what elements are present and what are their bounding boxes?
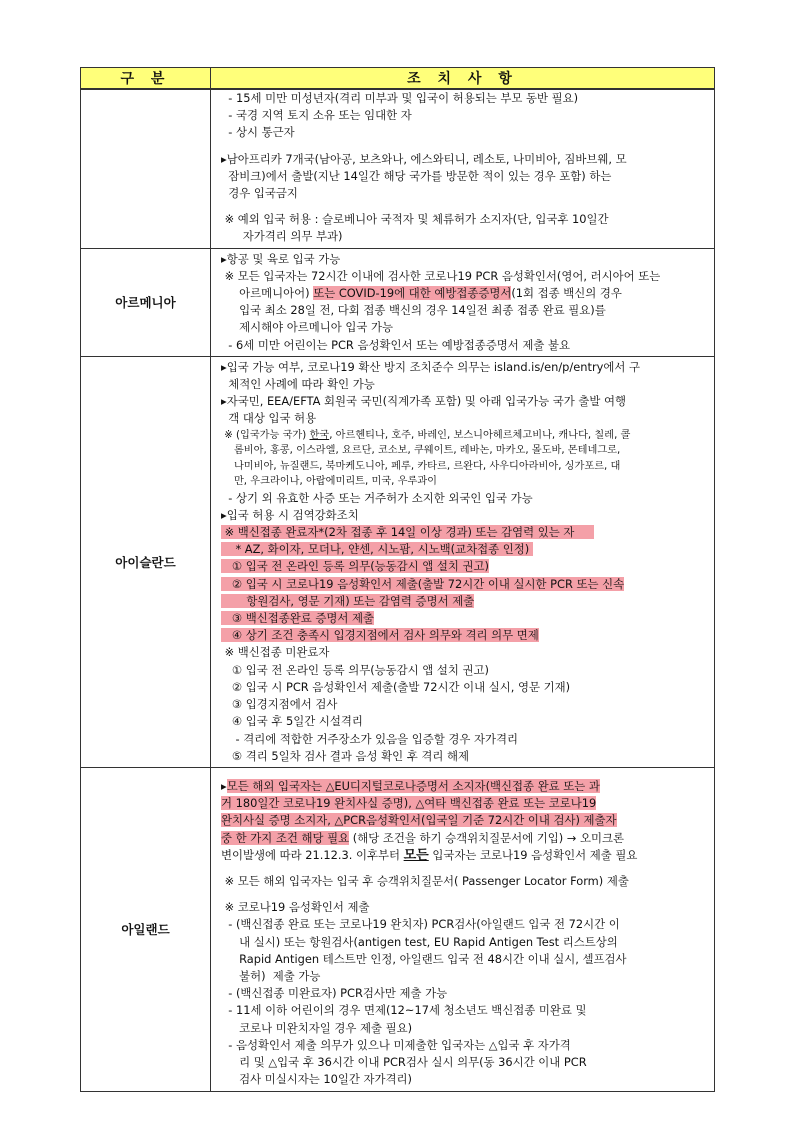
text-line: 롬비아, 홍콩, 이스라엘, 요르단, 코소보, 쿠웨이트, 레바논, 마카오, 몰도바, 몬테네그로, xyxy=(221,445,621,457)
row-label-ireland: 아일랜드 xyxy=(81,767,211,1091)
text-line: 객 대상 입국 허용 xyxy=(221,411,317,426)
highlight-text: ④ 상기 조건 충족시 입경지점에서 검사 의무와 격리 의무 면제 xyxy=(221,628,539,643)
text-line: ⑤ 격리 5일차 검사 결과 음성 확인 후 격리 해제 xyxy=(221,748,469,763)
text-line: - 6세 미만 어린이는 PCR 음성확인서 또는 예방접종증명서 제출 불요 xyxy=(221,337,571,352)
header-category: 구 분 xyxy=(81,68,211,90)
text-line: 검사 미실시자는 10일간 자가격리) xyxy=(221,1072,412,1087)
text-line: ▸자국민, EEA/EFTA 회원국 국민(직계가족 포함) 및 아래 입국가능 국가 출발 여행 xyxy=(221,394,626,409)
table-row-ireland xyxy=(81,767,715,1091)
measures-cell xyxy=(211,248,715,356)
text-line: - 상시 통근자 xyxy=(221,125,295,140)
text-line: ※ 코로나19 음성확인서 제출 xyxy=(221,900,370,915)
highlight-text: ① 입국 전 온라인 등록 의무(능동감시 앱 설치 권고) xyxy=(221,559,489,574)
text-line: - (백신접종 미완료자) PCR검사만 제출 가능 xyxy=(221,986,448,1001)
text-line: Rapid Antigen 테스트만 인정, 아일랜드 입국 전 48시간 이내 실시, 셀프검사 xyxy=(221,951,627,966)
text-line: 입국 최소 28일 전, 다회 접종 백신의 경우 14일전 최종 접종 완료 필요)를 xyxy=(221,303,606,318)
highlight-text: 또는 COVID-19에 대한 예방접종증명서 xyxy=(313,286,512,301)
text-line: ▸남아프리카 7개국(남아공, 보츠와나, 에스와티니, 레소토, 나미비아, 짐바브웨, 모 xyxy=(221,151,627,166)
text-line: - 격리에 적합한 거주장소가 있음을 입증할 경우 자가격리 xyxy=(221,731,519,746)
text-line: - 음성확인서 제출 의무가 있으나 미제출한 입국자는 △입국 후 자가격 xyxy=(221,1037,571,1052)
measures-cell: ▸모든 해외 입국자는 △EU디지털코로나증명서 소지자(백신접종 완료 또는 과 거 180일간 코로나19 완치사실 증명), △여타 백신접종 완료 또는 코로나19 완치사실 증명 소지자, △PCR음성확인서(입국일 기준 72시간 이내 검사) 제출자 중 한 가지 조건 해당 필요 (해당 조건을 하기 승객위치질문서에 기입) → 오미크론 변이발생에 따라 21.12.3. 이후부터 모든 입국자는 코로나19 음성확인서 제출 필요 ※ 모든 해외 입국자는 입국 후 승객위치질문서( Passenger Locator Form) 제출 ※ 코로나19 음성확인서 제출 - (백신접종 완료 또는 코로나19 완치자) PCR검사(아일랜드 입국 전 72시간 이 내 실시) 또는 항원검사(antigen test, EU Rapid Antigen Test 리스트상의 Rapid Antigen 테스트만 인정, 아일랜드 입국 전 48시간 이내 실시, 셀프검사 불허) 제출 가능 - (백신접종 미완료자) PCR검사만 제출 가능 - 11세 이하 어린이의 경우 면제(12~17세 청소년도 백신접종 미완료 및 코로나 미완치자일 경우 제출 필요) - 음성확인서 제출 의무가 있으나 미제출한 입국자는 △입국 후 자가격 리 및 △입국 후 36시간 이내 PCR검사 실시 의무(동 36시간 이내 PCR 검사 미실시자는 10일간 자가격리) xyxy=(211,767,715,1091)
text-line: ① 입국 전 온라인 등록 의무(능동감시 앱 설치 권고) xyxy=(221,662,489,677)
text-line: - (백신접종 완료 또는 코로나19 완치자) PCR검사(아일랜드 입국 전 72시간 이 xyxy=(221,917,620,932)
table-row-armenia xyxy=(81,248,715,356)
highlight-text: 완치사실 증명 소지자, △PCR음성확인서(입국일 기준 72시간 이내 검사) 제출자 xyxy=(221,813,617,828)
text-line: ▸입국 가능 여부, 코로나19 확산 방지 조치준수 의무는 island.is/en/p/entry에서 구 xyxy=(221,359,640,374)
text-line: ▸입국 허용 시 검역강화조치 xyxy=(221,507,359,522)
text-line: 나미비아, 뉴질랜드, 북마케도니아, 페루, 카타르, 르완다, 사우디아라비아, 싱가포르, 대 xyxy=(221,460,621,472)
highlight-text: ② 입국 시 코로나19 음성확인서 제출(출발 72시간 이내 실시한 PCR 또는 신속 xyxy=(221,576,625,591)
highlight-text: ※ 백신접종 완료자*(2차 접종 후 14일 이상 경과) 또는 감염력 있는 자 xyxy=(221,525,594,539)
text-line: ③ 입경지점에서 검사 xyxy=(221,697,338,712)
measures-table xyxy=(80,67,715,1092)
highlight-text: 거 180일간 코로나19 완치사실 증명), △여타 백신접종 완료 또는 코로나19 xyxy=(221,796,597,811)
text-line: ※ (입국가능 국가) 한국, 아르헨티나, 호주, 바레인, 보스니아헤르체고비나, 캐나다, 칠레, 콜 xyxy=(221,429,631,441)
highlight-text: 중 한 가지 조건 해당 필요 xyxy=(221,830,350,845)
text-line: ④ 입국 후 5일간 시설격리 xyxy=(221,714,363,729)
text-line: 내 실시) 또는 항원검사(antigen test, EU Rapid Antigen Test 리스트상의 xyxy=(221,934,618,949)
highlight-text: 항원검사, 영문 기재) 또는 감염력 증명서 제출 xyxy=(221,593,475,608)
highlight-text: ③ 백신접종완료 증명서 제출 xyxy=(221,611,374,626)
text-line: 코로나 미완치자일 경우 제출 필요) xyxy=(221,1020,413,1035)
text-line: 아르메니아어) 또는 COVID-19에 대한 예방접종증명서(1회 접종 백신의 경우 xyxy=(221,286,622,301)
text-line: 제시해야 아르메니아 입국 가능 xyxy=(221,320,394,335)
text-line: ※ 모든 입국자는 72시간 이내에 검사한 코로나19 PCR 음성확인서(영어, 러시아어 또는 xyxy=(221,268,661,283)
text-line: 만, 우크라이나, 아랍에미리트, 미국, 우루과이 xyxy=(221,476,437,488)
text-line: ※ 모든 해외 입국자는 입국 후 승객위치질문서( Passenger Locator Form) 제출 xyxy=(221,873,629,888)
text-line: - 15세 미만 미성년자(격리 미부과 및 입국이 허용되는 부모 동반 필요) xyxy=(221,91,579,105)
text-line: - 11세 이하 어린이의 경우 면제(12~17세 청소년도 백신접종 미완료 및 xyxy=(221,1003,587,1018)
table-row-iceland xyxy=(81,356,715,767)
highlight-text: * AZ, 화이자, 모더나, 얀센, 시노팜, 시노백(교차접종 인정) xyxy=(221,542,533,556)
measures-cell xyxy=(211,356,715,767)
text-line: ※ 예외 입국 허용 : 슬로베니아 국적자 및 체류허가 소지자(단, 입국후 10일간 xyxy=(221,212,609,227)
header-measures: 조 치 사 항 xyxy=(211,68,715,90)
text-line: ▸항공 및 육로 입국 가능 xyxy=(221,251,341,266)
text-line: 잠비크)에서 출발(지난 14일간 해당 국가를 방문한 적이 있는 경우 포함) 하는 xyxy=(221,168,612,183)
text-line: 자가격리 의무 부과) xyxy=(221,229,343,244)
table-header-row xyxy=(81,68,715,90)
text-line: 변이발생에 따라 21.12.3. 이후부터 모든 입국자는 코로나19 음성확인서 제출 필요 xyxy=(221,847,638,863)
text-line: - 상기 외 유효한 사증 또는 거주허가 소지한 외국인 입국 가능 xyxy=(221,490,533,505)
row-label-armenia: 아르메니아 xyxy=(81,248,211,356)
emphasis-text: 모든 xyxy=(403,847,429,863)
table-row-continuation xyxy=(81,89,715,248)
text-line: - 국경 지역 토지 소유 또는 임대한 자 xyxy=(221,108,412,123)
text-line: 불허) 제출 가능 xyxy=(221,968,321,983)
text-line: 리 및 △입국 후 36시간 이내 PCR검사 실시 의무(동 36시간 이내 PCR xyxy=(221,1054,587,1069)
text-line: ② 입국 시 PCR 음성확인서 제출(출발 72시간 이내 실시, 영문 기재) xyxy=(221,679,571,694)
text-line: 체적인 사례에 따라 확인 가능 xyxy=(221,377,375,392)
measures-cell xyxy=(211,89,715,248)
row-label-iceland: 아이슬란드 xyxy=(81,356,211,767)
text-line: 경우 입국금지 xyxy=(221,186,298,201)
text-line: ※ 백신접종 미완료자 xyxy=(221,645,330,660)
row-label-empty xyxy=(81,89,211,248)
highlight-text: 모든 해외 입국자는 △EU디지털코로나증명서 소지자(백신접종 완료 또는 과 xyxy=(226,778,600,793)
